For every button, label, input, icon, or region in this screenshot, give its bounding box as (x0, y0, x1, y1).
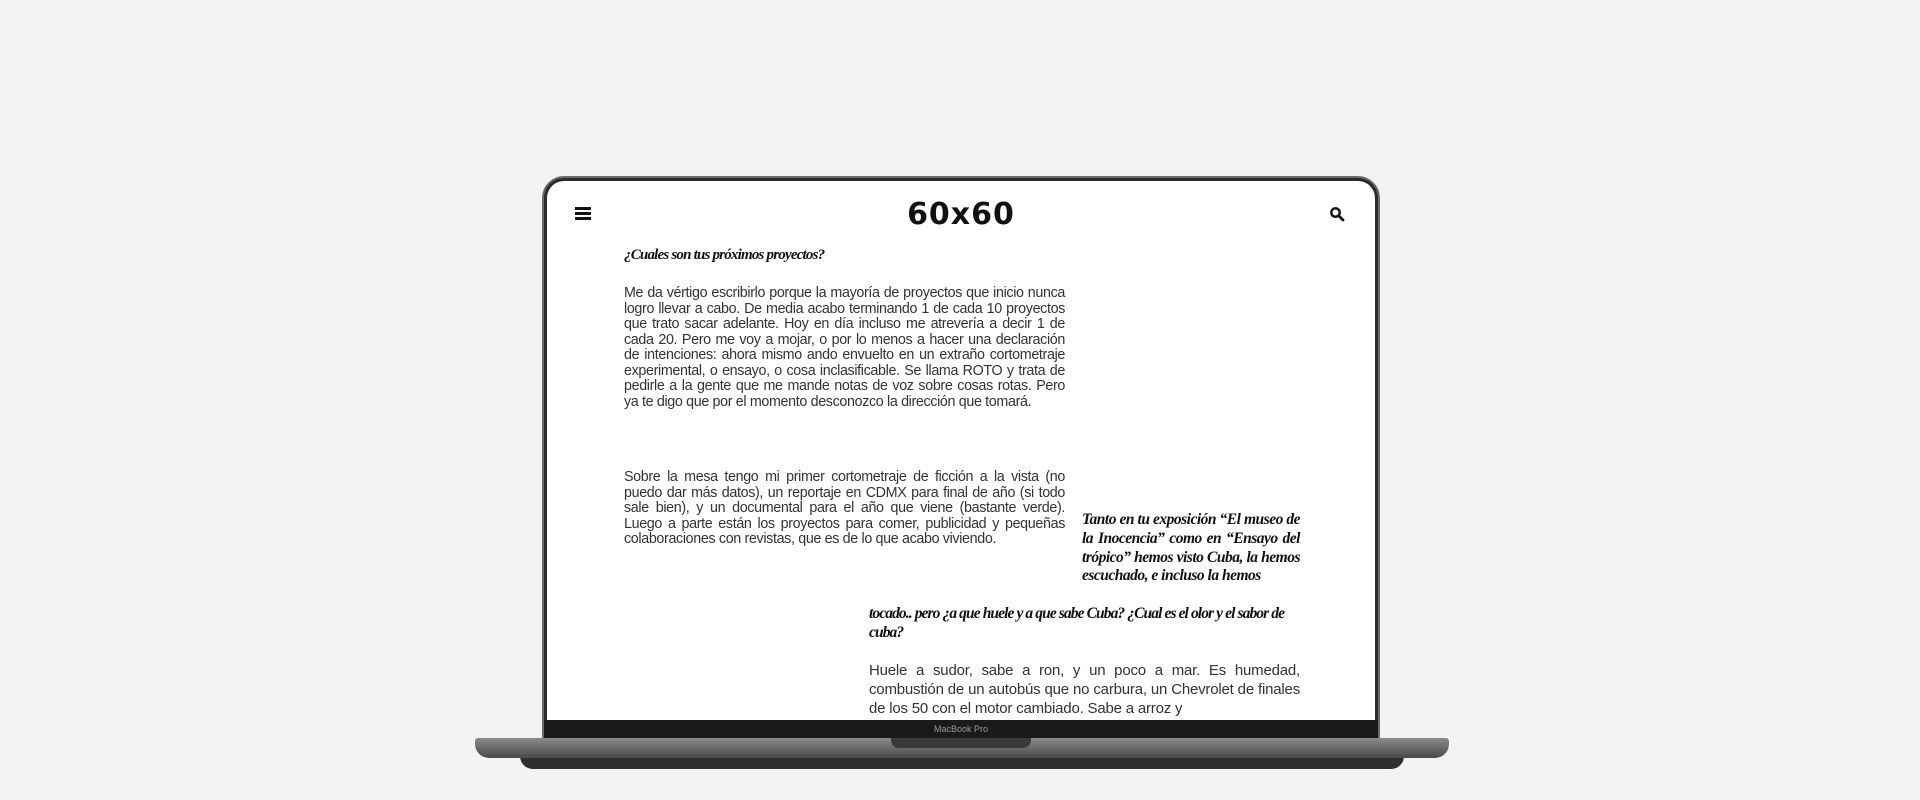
site-logo[interactable]: 60x60 (907, 197, 1015, 232)
browser-screen (547, 181, 1375, 720)
device-label: MacBook Pro (933, 724, 989, 734)
answer-paragraph: Me da vértigo escribirlo porque la mayoría de proyectos que inicio nunca logro llevar a cabo. De media acabo terminando 1 de cada 10 proyectos que trato sacar adelante. Hoy en día incluso me atrevería a decir 1 de cada 20. Pero me voy a mojar, o por lo menos a hacer una declaración de intenciones: ahora mismo ando envuelto en un extraño cortometraje experimental, o ensayo, o cosa inclasificable. Se llama ROTO y trata de pedirle a la gente que me mande notas de voz sobre cosas rotas. Pero ya te digo que por el momento desconozco la dirección que tomará. (624, 285, 1065, 410)
answer-paragraph: Huele a sudor, sabe a ron, y un poco a mar. Es humedad, combustión de un autobús que no carbura, un Chevrolet de finales de los 50 con el motor cambiado. Sabe a arroz y (869, 662, 1300, 717)
screen-bezel (544, 720, 1378, 738)
question-heading: Tanto en tu exposición “El museo de la Inocencia” como en “Ensayo del trópico” hemos visto Cuba, la hemos escuchado, e incluso la hemos (1082, 511, 1300, 585)
question-heading: tocado.. pero ¿a que huele y a que sabe Cuba? ¿Cual es el olor y el sabor de cuba? (869, 605, 1285, 641)
question-heading: ¿Cuales son tus próximos proyectos? (624, 247, 825, 263)
search-icon[interactable] (1329, 206, 1345, 222)
answer-paragraph: Sobre la mesa tengo mi primer cortometraje de ficción a la vista (no puedo dar más datos), un reportaje en CDMX para final de año (si todo sale bien), y un documental para el año que viene (bastante verde). Luego a parte están los proyectos para comer, publicidad y pequeñas colaboraciones con revistas, que es de lo que acabo viviendo. (624, 469, 1065, 547)
laptop-notch (891, 738, 1031, 748)
